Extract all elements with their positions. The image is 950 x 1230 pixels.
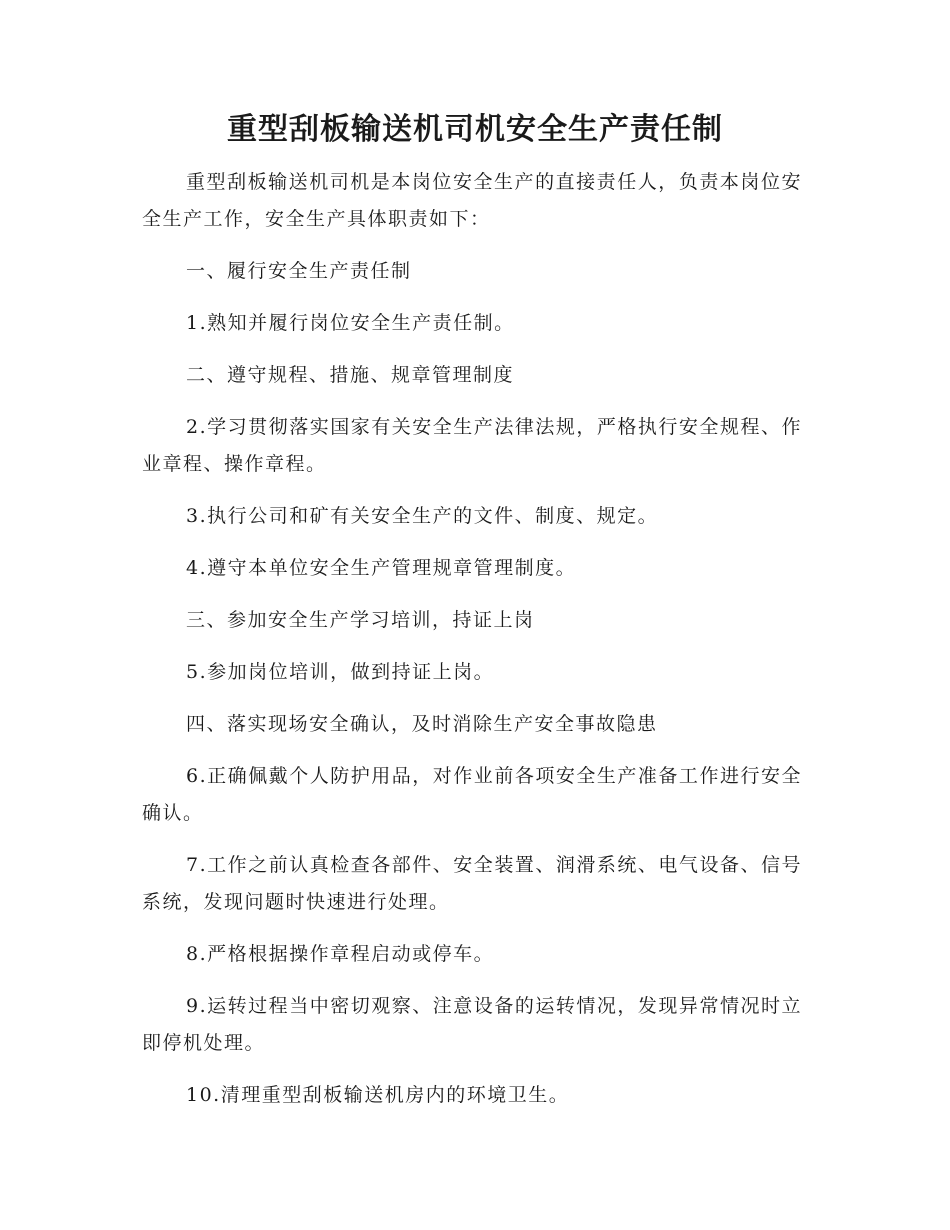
section-heading-4: 四、落实现场安全确认，及时消除生产安全事故隐患 bbox=[186, 713, 658, 735]
section-heading-1: 一、履行安全生产责任制 bbox=[186, 260, 412, 282]
document-title: 重型刮板输送机司机安全生产责任制 bbox=[227, 112, 723, 147]
clause-5: 5.参加岗位培训，做到持证上岗。 bbox=[186, 661, 495, 683]
document-body bbox=[142, 164, 802, 1114]
section-heading-2: 二、遵守规程、措施、规章管理制度 bbox=[186, 364, 515, 386]
clause-2: 2.学习贯彻落实国家有关安全生产法律法规，严格执行安全规程、作业章程、操作章程。 bbox=[142, 416, 802, 475]
clause-10: 10.清理重型刮板输送机房内的环境卫生。 bbox=[186, 1084, 570, 1106]
clause-6: 6.正确佩戴个人防护用品，对作业前各项安全生产准备工作进行安全确认。 bbox=[142, 765, 802, 824]
clause-9: 9.运转过程当中密切观察、注意设备的运转情况，发现异常情况时立即停机处理。 bbox=[142, 995, 802, 1054]
clause-1: 1.熟知并履行岗位安全生产责任制。 bbox=[186, 312, 515, 334]
clause-4: 4.遵守本单位安全生产管理规章管理制度。 bbox=[186, 557, 577, 579]
intro-paragraph: 重型刮板输送机司机是本岗位安全生产的直接责任人，负责本岗位安全生产工作，安全生产具体职责如下： bbox=[142, 171, 802, 230]
section-heading-3: 三、参加安全生产学习培训，持证上岗 bbox=[186, 609, 535, 631]
clause-3: 3.执行公司和矿有关安全生产的文件、制度、规定。 bbox=[186, 505, 659, 527]
clause-8: 8.严格根据操作章程启动或停车。 bbox=[186, 943, 495, 965]
clause-7: 7.工作之前认真检查各部件、安全装置、润滑系统、电气设备、信号系统，发现问题时快速进行处理。 bbox=[142, 854, 802, 913]
